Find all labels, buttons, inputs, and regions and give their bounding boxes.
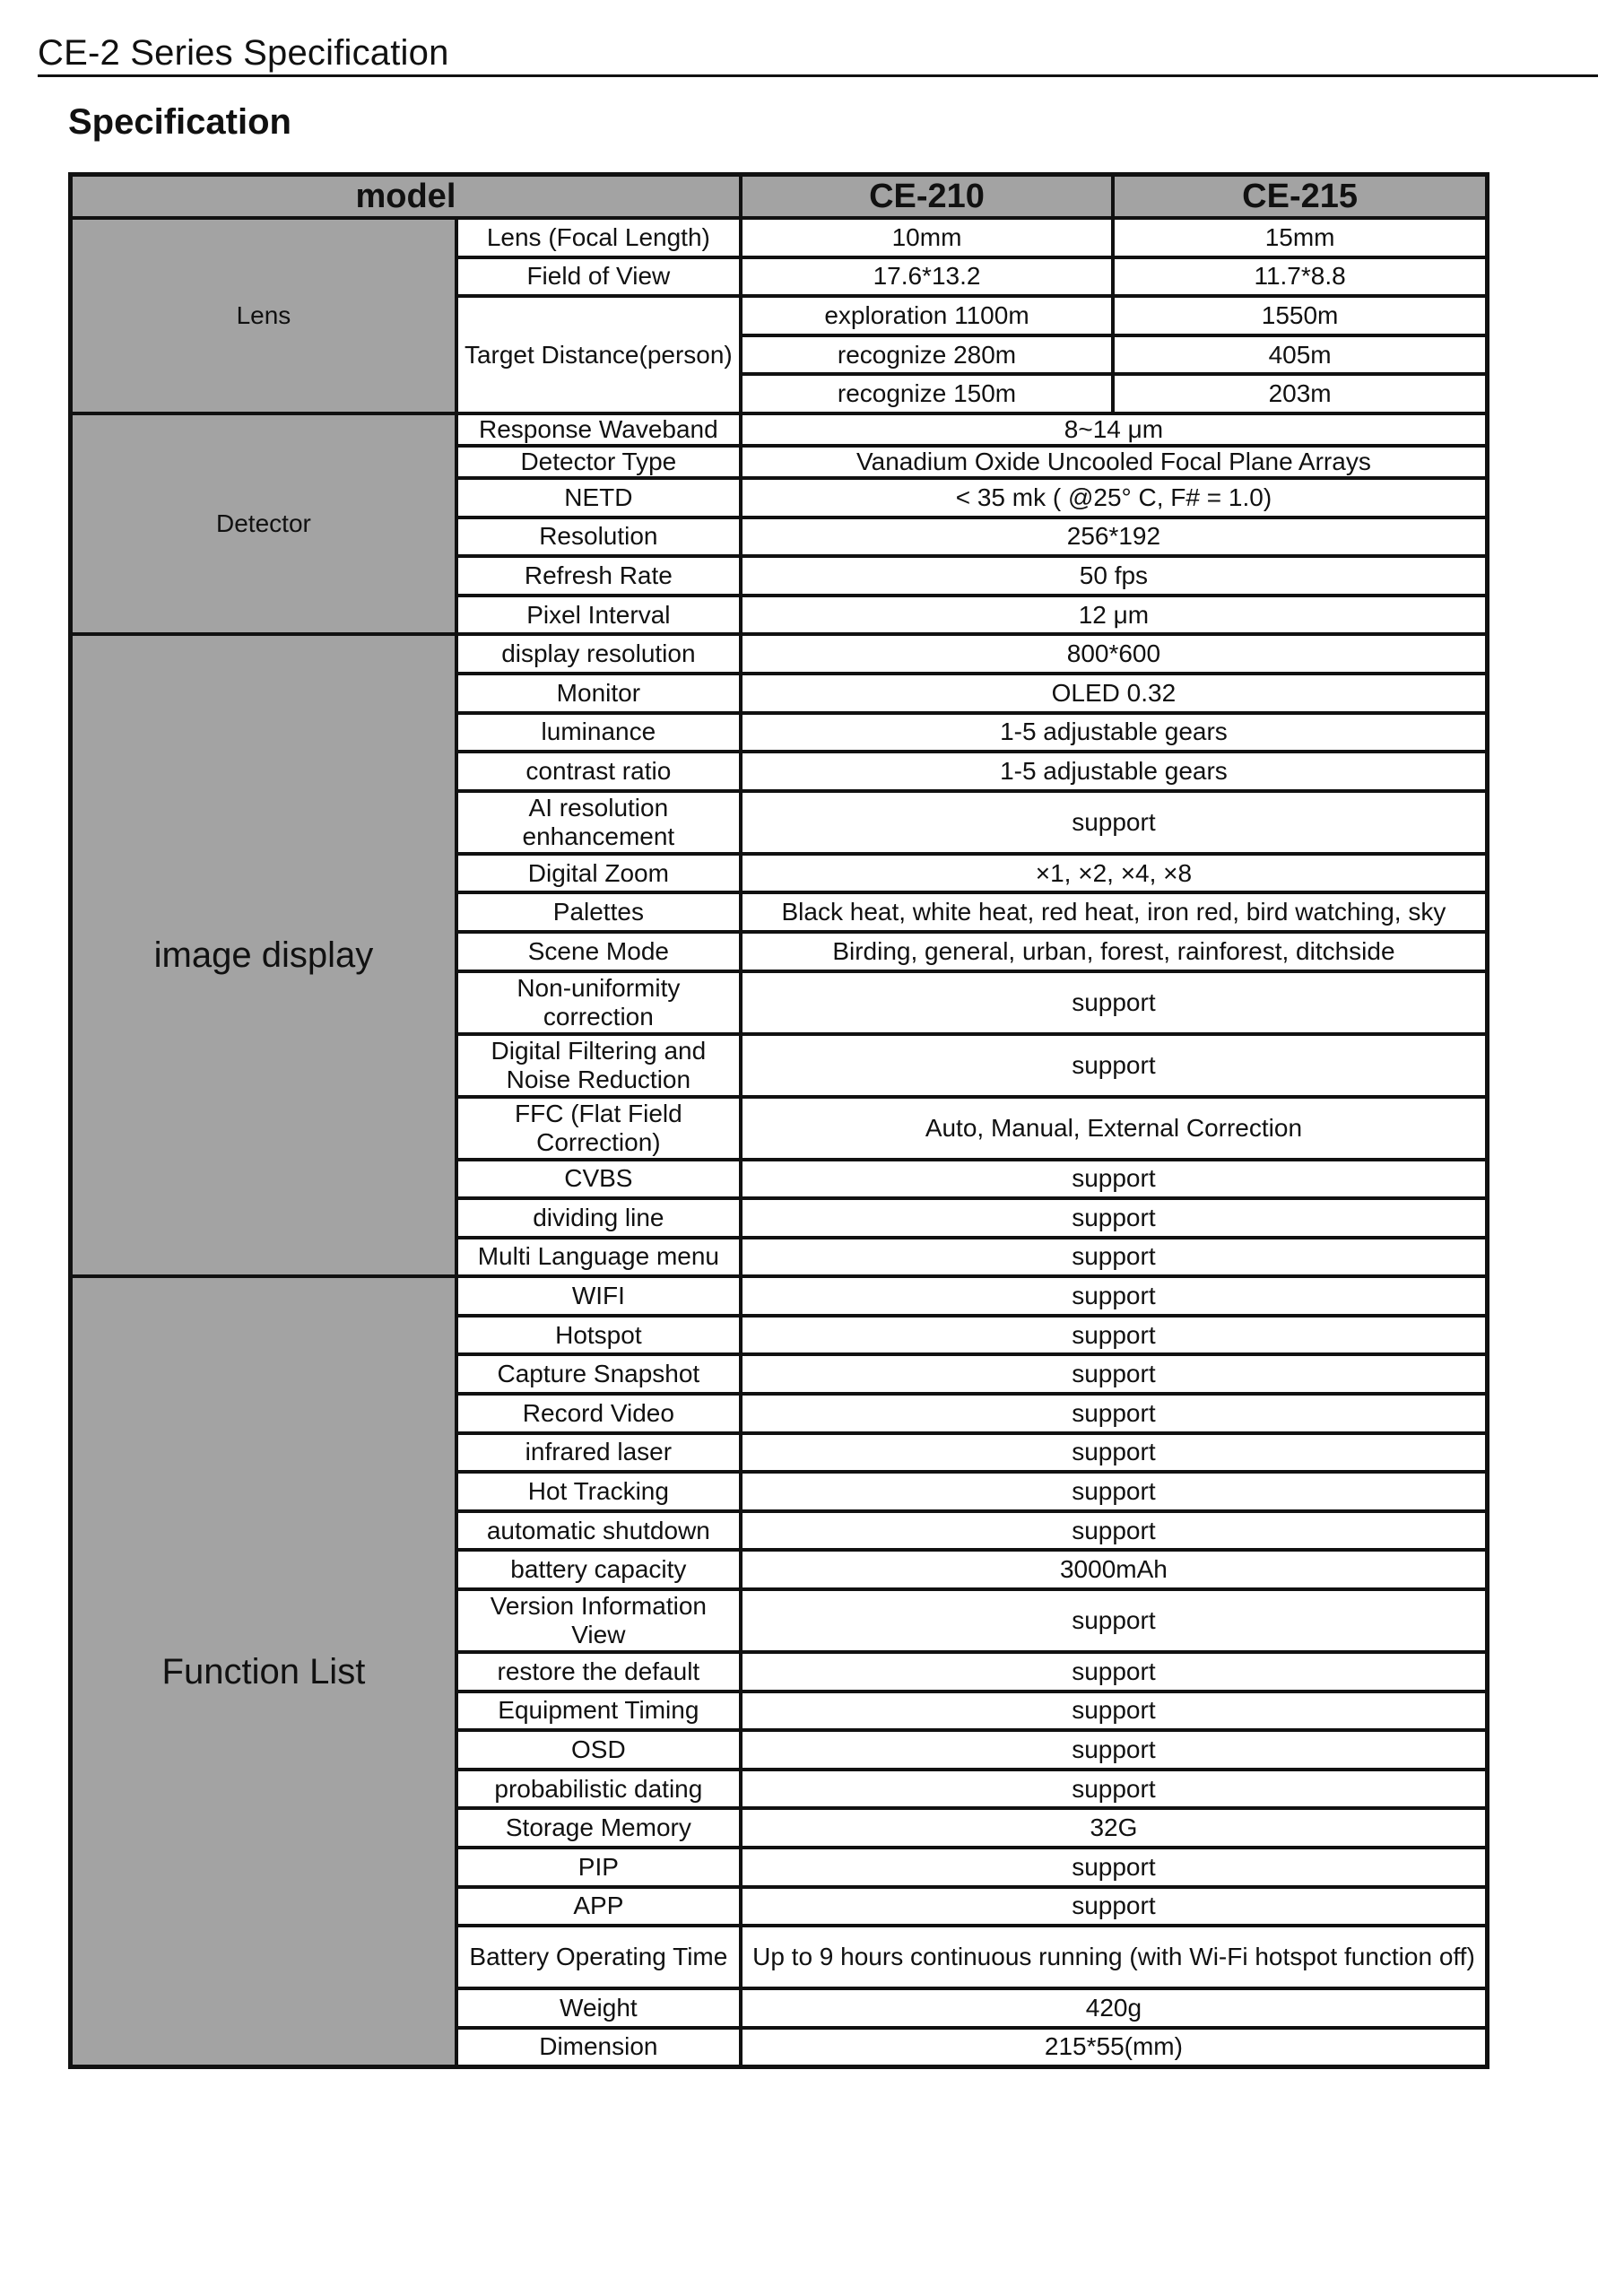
- value-shared: support: [741, 1770, 1488, 1809]
- param-label: display resolution: [456, 634, 741, 674]
- param-label: contrast ratio: [456, 752, 741, 791]
- value-shared: 32G: [741, 1808, 1488, 1848]
- table-row: [71, 1276, 1488, 1316]
- value-shared: support: [741, 791, 1488, 854]
- value-shared: Black heat, white heat, red heat, iron red, bird watching, sky: [741, 892, 1488, 932]
- value-ce215: 203m: [1113, 374, 1487, 413]
- value-shared: Up to 9 hours continuous running (with Wi-Fi hotspot function off): [741, 1926, 1488, 1988]
- value-ce210: 10mm: [741, 218, 1113, 257]
- value-shared: ×1, ×2, ×4, ×8: [741, 854, 1488, 893]
- param-label: FFC (Flat Field Correction): [456, 1097, 741, 1160]
- param-label: Detector Type: [456, 446, 741, 478]
- param-label: AI resolution enhancement: [456, 791, 741, 854]
- value-shared: support: [741, 1730, 1488, 1770]
- param-label: Digital Zoom: [456, 854, 741, 893]
- value-ce215: 15mm: [1113, 218, 1487, 257]
- value-shared: 50 fps: [741, 556, 1488, 596]
- value-shared: support: [741, 1472, 1488, 1511]
- param-label: Version Information View: [456, 1589, 741, 1652]
- model-header: model: [71, 175, 741, 219]
- model-ce210-header: CE-210: [741, 175, 1113, 219]
- param-label: Multi Language menu: [456, 1238, 741, 1277]
- param-label: Dimension: [456, 2028, 741, 2067]
- model-ce215-header: CE-215: [1113, 175, 1487, 219]
- value-shared: Birding, general, urban, forest, rainforest, ditchside: [741, 932, 1488, 971]
- value-shared: support: [741, 1394, 1488, 1433]
- param-label: OSD: [456, 1730, 741, 1770]
- category-detector: Detector: [71, 413, 456, 634]
- param-label: Non-uniformity correction: [456, 971, 741, 1034]
- param-label: Scene Mode: [456, 932, 741, 971]
- value-shared: support: [741, 1652, 1488, 1692]
- param-label: Field of View: [456, 257, 741, 297]
- value-shared: support: [741, 1238, 1488, 1277]
- value-shared: 8~14 μm: [741, 413, 1488, 446]
- param-label: Palettes: [456, 892, 741, 932]
- value-shared: support: [741, 1692, 1488, 1731]
- param-label: Equipment Timing: [456, 1692, 741, 1731]
- table-header-row: [71, 175, 1488, 219]
- document-header-title: CE-2 Series Specification: [38, 33, 449, 73]
- value-shared: 420g: [741, 1988, 1488, 2028]
- param-label: Storage Memory: [456, 1808, 741, 1848]
- value-ce215: 1550m: [1113, 296, 1487, 335]
- param-label: Target Distance(person): [456, 296, 741, 413]
- value-shared: support: [741, 1034, 1488, 1097]
- value-ce210: exploration 1100m: [741, 296, 1113, 335]
- param-label: Battery Operating Time: [456, 1926, 741, 1988]
- value-shared: support: [741, 1848, 1488, 1887]
- param-label: Resolution: [456, 517, 741, 557]
- param-label: Hot Tracking: [456, 1472, 741, 1511]
- value-ce210: 17.6*13.2: [741, 257, 1113, 297]
- value-shared: 215*55(mm): [741, 2028, 1488, 2067]
- table-row: [71, 413, 1488, 446]
- category-function-list: Function List: [71, 1276, 456, 2066]
- value-shared: 1-5 adjustable gears: [741, 752, 1488, 791]
- value-shared: 3000mAh: [741, 1550, 1488, 1589]
- value-shared: OLED 0.32: [741, 674, 1488, 713]
- param-label: Capture Snapshot: [456, 1354, 741, 1394]
- value-shared: support: [741, 1316, 1488, 1355]
- value-shared: support: [741, 1160, 1488, 1199]
- value-ce215: 405m: [1113, 335, 1487, 375]
- value-shared: 12 μm: [741, 596, 1488, 635]
- param-label: NETD: [456, 478, 741, 517]
- value-shared: 1-5 adjustable gears: [741, 713, 1488, 752]
- param-label: CVBS: [456, 1160, 741, 1199]
- param-label: WIFI: [456, 1276, 741, 1316]
- specification-table: [68, 172, 1489, 2069]
- value-shared: support: [741, 1511, 1488, 1551]
- param-label: Pixel Interval: [456, 596, 741, 635]
- param-label: Record Video: [456, 1394, 741, 1433]
- value-shared: < 35 mk ( @25° C, F# = 1.0): [741, 478, 1488, 517]
- category-lens: Lens: [71, 218, 456, 413]
- param-label: Digital Filtering and Noise Reduction: [456, 1034, 741, 1097]
- value-shared: support: [741, 1433, 1488, 1473]
- param-label: Monitor: [456, 674, 741, 713]
- param-label: Hotspot: [456, 1316, 741, 1355]
- document-header: [38, 32, 1598, 77]
- value-ce215: 11.7*8.8: [1113, 257, 1487, 297]
- param-label: APP: [456, 1887, 741, 1926]
- value-shared: Auto, Manual, External Correction: [741, 1097, 1488, 1160]
- param-label: Lens (Focal Length): [456, 218, 741, 257]
- table-row: [71, 634, 1488, 674]
- param-label: dividing line: [456, 1198, 741, 1238]
- value-shared: support: [741, 1589, 1488, 1652]
- table-row: [71, 218, 1488, 257]
- value-ce210: recognize 150m: [741, 374, 1113, 413]
- param-label: Weight: [456, 1988, 741, 2028]
- value-shared: support: [741, 1354, 1488, 1394]
- value-shared: 800*600: [741, 634, 1488, 674]
- param-label: automatic shutdown: [456, 1511, 741, 1551]
- param-label: luminance: [456, 713, 741, 752]
- param-label: infrared laser: [456, 1433, 741, 1473]
- value-shared: 256*192: [741, 517, 1488, 557]
- value-shared: support: [741, 1198, 1488, 1238]
- section-title: Specification: [68, 102, 291, 142]
- param-label: restore the default: [456, 1652, 741, 1692]
- value-shared: support: [741, 1887, 1488, 1926]
- param-label: Refresh Rate: [456, 556, 741, 596]
- param-label: PIP: [456, 1848, 741, 1887]
- value-ce210: recognize 280m: [741, 335, 1113, 375]
- value-shared: Vanadium Oxide Uncooled Focal Plane Arrays: [741, 446, 1488, 478]
- param-label: battery capacity: [456, 1550, 741, 1589]
- value-shared: support: [741, 971, 1488, 1034]
- param-label: Response Waveband: [456, 413, 741, 446]
- value-shared: support: [741, 1276, 1488, 1316]
- param-label: probabilistic dating: [456, 1770, 741, 1809]
- category-image-display: image display: [71, 634, 456, 1276]
